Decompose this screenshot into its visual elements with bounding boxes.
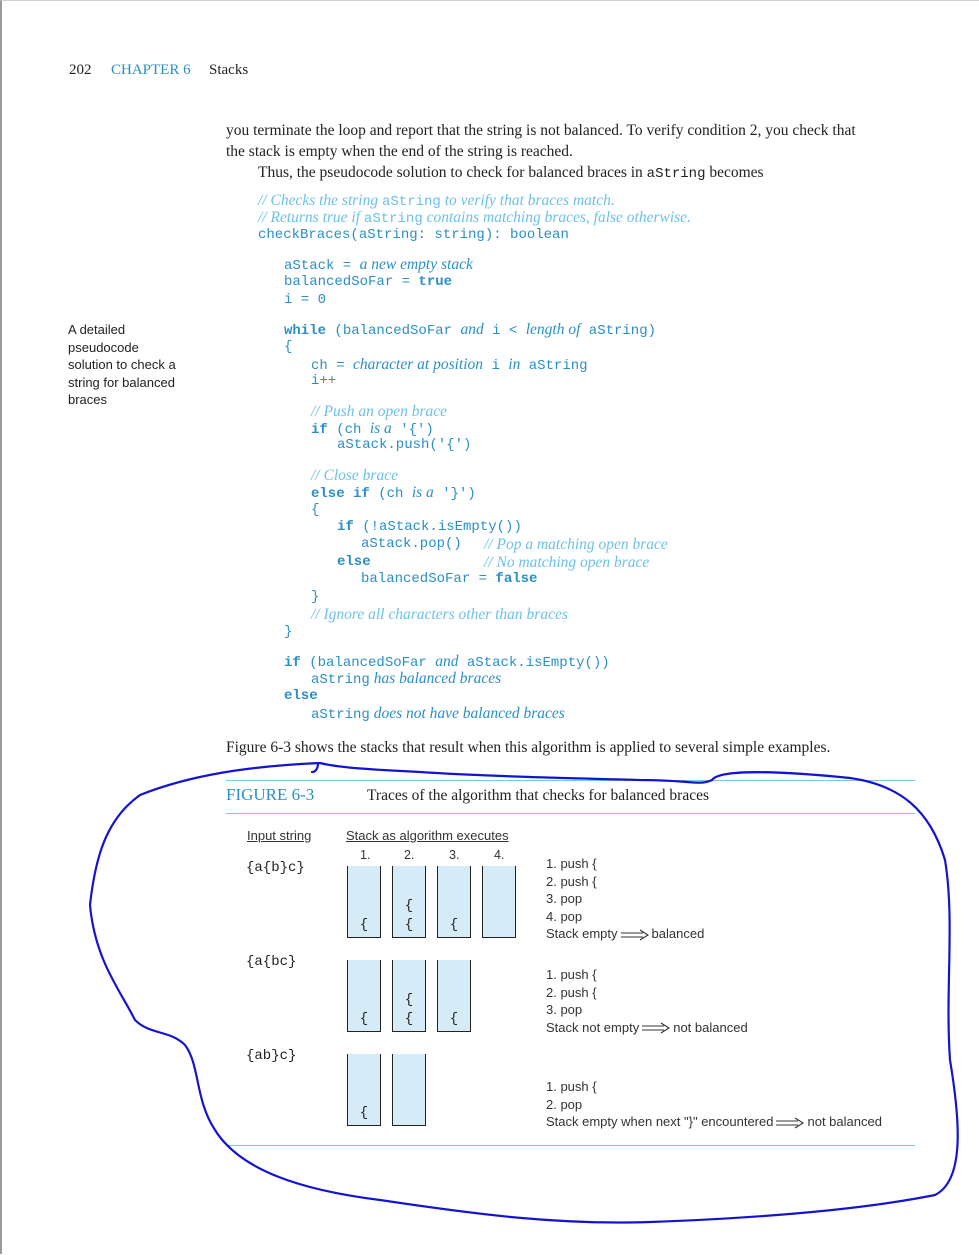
code-push: aStack.push('{') [337, 437, 472, 453]
step-number: 4. [494, 848, 505, 862]
paragraph-1-line-1: you terminate the loop and report that the string is not balanced. To verify condition 2, you check that [226, 122, 856, 139]
stack-element: { [359, 1011, 369, 1027]
comment-pop: // Pop a matching open brace [484, 536, 668, 553]
chapter-label: CHAPTER 6 [111, 62, 191, 78]
trace-operations: 1. push { 2. push { 3. pop 4. pop Stack empty balanced [546, 856, 705, 941]
input-string: {a{b}c} [246, 860, 305, 876]
code-pop: aStack.pop() [361, 536, 462, 552]
comment-close: // Close brace [311, 467, 398, 484]
comment-no-match: // No matching open brace [484, 554, 650, 571]
step-number: 2. [404, 848, 415, 862]
trace-operations: 1. push { 2. pop Stack empty when next "}" encountered not balanced [546, 1079, 882, 1129]
code-if-not-empty: if (!aStack.isEmpty()) [337, 519, 522, 535]
stack-element: { [404, 992, 414, 1008]
trace-result: Stack empty balanced [546, 926, 705, 941]
stack-element: { [359, 1105, 369, 1121]
trace-result: Stack not empty not balanced [546, 1019, 748, 1035]
code-increment: i++ [311, 373, 337, 389]
code-else-if-close: else if (ch is a '}') [311, 484, 476, 502]
figure-intro: Figure 6-3 shows the stacks that result when this algorithm is applied to several simple examples. [226, 739, 831, 756]
stack-element: { [449, 1011, 459, 1027]
column-header-input: Input string [247, 828, 312, 843]
code-else: else [337, 554, 371, 570]
code-set-false: balancedSoFar = false [361, 571, 538, 587]
code-inner-open-brace: { [311, 502, 320, 518]
paragraph-2: Thus, the pseudocode solution to check for balanced braces in aString becomes [258, 164, 764, 182]
code-final-else: else [284, 688, 318, 704]
stack-element: { [404, 898, 414, 914]
input-string: {ab}c} [246, 1048, 297, 1064]
code-final-if: if (balancedSoFar and aStack.isEmpty()) [284, 653, 610, 671]
trace-operations: 1. push { 2. push { 3. pop Stack not empty not balanced [546, 967, 748, 1035]
comment-line-2: // Returns true if aString contains matching braces, false otherwise. [258, 209, 691, 227]
code-close-brace: } [284, 624, 293, 640]
comment-line-1: // Checks the string aString to verify that braces match. [258, 192, 615, 210]
code-index-init: i = 0 [284, 292, 327, 308]
step-number: 3. [449, 848, 460, 862]
margin-note: A detailed pseudocode solution to check a string for balanced braces [68, 322, 176, 407]
input-string: {a{bc} [246, 954, 297, 970]
code-open-brace: { [284, 339, 293, 355]
code-inner-close-brace: } [311, 589, 320, 605]
stack-element: { [359, 917, 369, 933]
figure-caption: Traces of the algorithm that checks for balanced braces [367, 787, 710, 804]
function-signature: checkBraces(aString: string): boolean [258, 227, 569, 243]
stack-element: { [449, 917, 459, 933]
code-stack-init: aStack = a new empty stack [284, 256, 473, 274]
paragraph-1-line-2: the stack is empty when the end of the string is reached. [226, 143, 573, 160]
comment-push: // Push an open brace [311, 403, 448, 420]
trace-result: Stack empty when next "}" encountered not balanced [546, 1114, 882, 1129]
stack-element: { [404, 1011, 414, 1027]
section-title: Stacks [209, 62, 249, 78]
step-number: 1. [360, 848, 371, 862]
figure-label: FIGURE 6-3 [226, 785, 315, 804]
page-number: 202 [69, 62, 92, 78]
code-if-open: if (ch is a '{') [311, 420, 434, 438]
code-result-unbalanced: aString does not have balanced braces [311, 705, 565, 723]
code-balanced-init: balancedSoFar = true [284, 274, 453, 290]
stack-element: { [404, 917, 414, 933]
code-get-char: ch = character at position i in aString [311, 356, 588, 374]
code-result-balanced: aString has balanced braces [311, 670, 502, 688]
code-while: while (balancedSoFar and i < length of aString) [284, 321, 657, 339]
comment-ignore: // Ignore all characters other than braces [311, 606, 568, 623]
column-header-stack: Stack as algorithm executes [346, 828, 509, 843]
